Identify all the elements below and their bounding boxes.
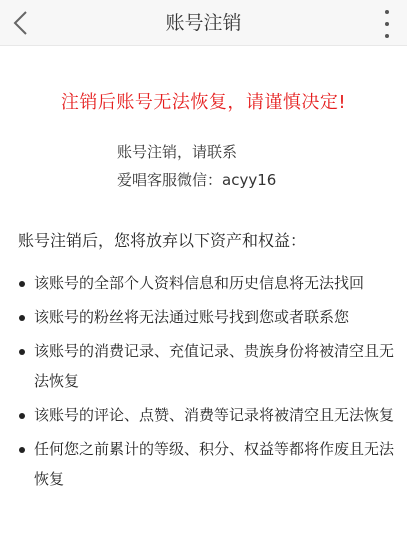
list-item: 该账号的全部个人资料信息和历史信息将无法找回: [14, 268, 399, 298]
section-title: 账号注销后，您将放弃以下资产和权益：: [18, 231, 307, 250]
page-title: 账号注销: [165, 12, 242, 34]
list-item: 任何您之前累计的等级、积分、权益等都将作废且无法恢复: [14, 434, 399, 494]
warning-text: 注销后账号无法恢复，请谨慎决定!: [60, 92, 347, 113]
more-dot-icon: [385, 22, 389, 26]
top-bar: [0, 0, 407, 46]
list-item: 该账号的评论、点赞、消费等记录将被清空且无法恢复: [14, 400, 399, 430]
list-item: 该账号的消费记录、充值记录、贵族身份将被清空且无法恢复: [14, 336, 399, 396]
more-dot-icon: [385, 34, 389, 38]
list-item: 该账号的粉丝将无法通过账号找到您或者联系您: [14, 302, 399, 332]
contact-wechat: 爱唱客服微信：acyy16: [117, 171, 277, 189]
more-menu-button[interactable]: [379, 10, 395, 38]
contact-line: 账号注销，请联系: [117, 143, 238, 161]
consequence-list: [14, 268, 399, 498]
more-dot-icon: [385, 10, 389, 14]
contact-info: [117, 138, 276, 194]
